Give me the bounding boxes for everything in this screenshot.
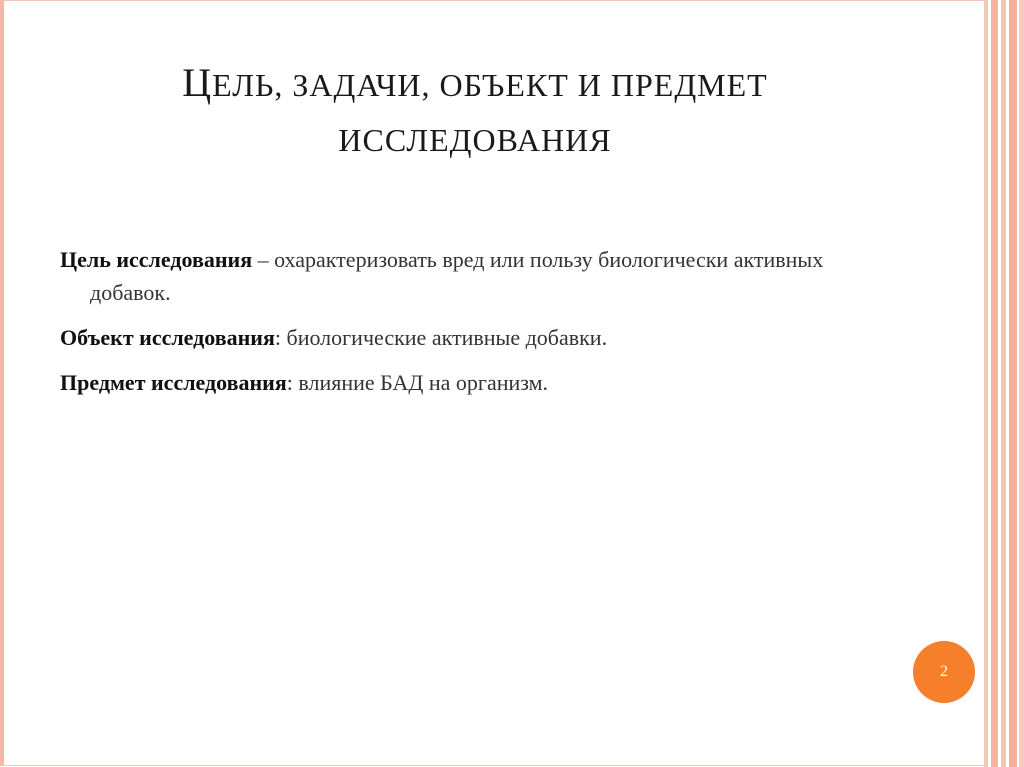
page-number-badge [913,641,975,703]
slide-body [60,243,840,411]
goal-text: – охарактеризовать вред или пользу биологически активных добавок. [90,247,824,305]
goal-label: Цель исследования [60,247,253,272]
subject-paragraph [60,366,840,399]
slide-title [95,55,855,168]
decorative-stripes [984,0,1024,767]
object-label: Объект исследования [60,325,275,350]
title-line-1-rest: ЕЛЬ, ЗАДАЧИ, ОБЪЕКТ И ПРЕДМЕТ [212,67,768,103]
subject-text: : влияние БАД на организм. [286,370,549,395]
object-text: : биологические активные добавки. [274,325,608,350]
goal-paragraph [60,243,840,309]
page-number: 2 [940,663,948,680]
subject-label: Предмет исследования [60,370,287,395]
title-line-2: ИССЛЕДОВАНИЯ [338,122,612,158]
title-line-1 [95,55,855,113]
object-paragraph [60,321,840,354]
title-initial: Ц [182,60,213,105]
